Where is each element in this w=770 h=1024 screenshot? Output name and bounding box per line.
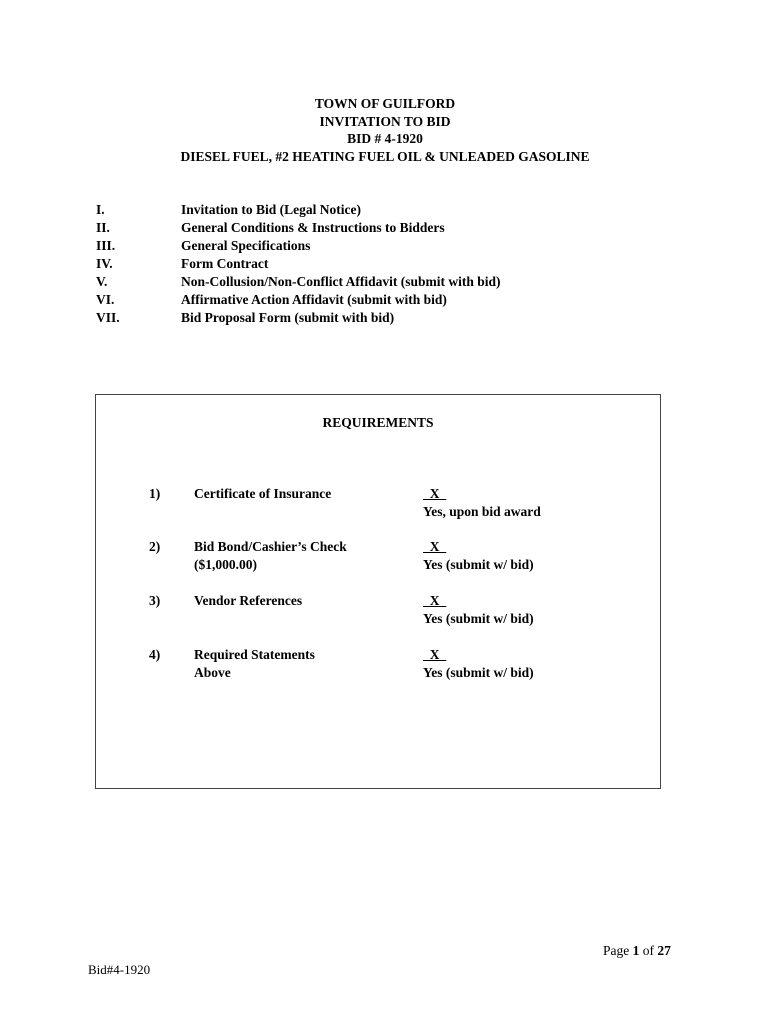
requirement-answer: Yes, upon bid award (423, 504, 541, 519)
toc-title: General Conditions & Instructions to Bidders (181, 220, 445, 235)
table-of-contents (0, 201, 770, 327)
toc-number: VII. (96, 310, 120, 325)
requirement-label (194, 646, 394, 682)
requirement-label-line: Certificate of Insurance (194, 486, 332, 501)
toc-number: V. (96, 274, 108, 289)
toc-number: I. (96, 202, 105, 217)
requirements-box (95, 394, 661, 789)
toc-number: VI. (96, 292, 115, 307)
page-current: 1 (632, 943, 640, 958)
bid-number: BID # 4-1920 (347, 131, 423, 146)
requirement-check-mark: X (423, 647, 447, 662)
requirement-check-mark: X (423, 539, 447, 554)
toc-title: Form Contract (181, 256, 269, 271)
toc-title: Affirmative Action Affidavit (submit with bid) (181, 292, 447, 307)
document-header (0, 95, 770, 165)
toc-number: III. (96, 238, 116, 253)
document-type: INVITATION TO BID (319, 113, 451, 129)
toc-title: General Specifications (181, 238, 311, 253)
requirement-label (194, 592, 394, 610)
toc-title: Bid Proposal Form (submit with bid) (181, 310, 395, 325)
requirement-check-mark: X (423, 486, 447, 501)
toc-number: IV. (96, 256, 113, 271)
toc-item (0, 291, 770, 309)
page-prefix: Page (603, 943, 633, 958)
toc-item (0, 237, 770, 255)
bid-subject: DIESEL FUEL, #2 HEATING FUEL OIL & UNLEADED GASOLINE (180, 148, 590, 164)
requirement-mark (423, 538, 534, 574)
requirement-label-line: Bid Bond/Cashier’s Check (194, 539, 347, 554)
requirement-number: 1) (149, 486, 161, 501)
toc-title: Non-Collusion/Non-Conflict Affidavit (submit with bid) (181, 274, 501, 289)
requirement-answer: Yes (submit w/ bid) (423, 611, 534, 626)
requirement-number: 2) (149, 539, 161, 554)
toc-item (0, 201, 770, 219)
requirement-label-line: Required Statements (194, 647, 315, 662)
requirement-label-line: ($1,000.00) (194, 557, 257, 572)
toc-item (0, 273, 770, 291)
requirement-label (194, 538, 394, 574)
requirement-mark (423, 646, 534, 682)
requirement-mark (423, 592, 534, 628)
town-name: TOWN OF GUILFORD (314, 96, 456, 111)
requirement-mark (423, 485, 541, 521)
page-number (603, 943, 671, 959)
toc-item (0, 255, 770, 273)
page-total: 27 (657, 943, 671, 958)
requirement-check-mark: X (423, 593, 447, 608)
toc-item (0, 219, 770, 237)
toc-title: Invitation to Bid (Legal Notice) (181, 202, 361, 217)
requirement-answer: Yes (submit w/ bid) (423, 665, 534, 680)
requirement-label (194, 485, 394, 503)
requirement-label-line: Above (194, 665, 231, 680)
page-of: of (639, 943, 658, 958)
requirement-number: 3) (149, 593, 161, 608)
requirement-number: 4) (149, 647, 161, 662)
toc-item (0, 309, 770, 327)
requirements-title: REQUIREMENTS (322, 415, 434, 430)
requirement-answer: Yes (submit w/ bid) (423, 557, 534, 572)
footer-bid-id: Bid#4-1920 (88, 962, 151, 977)
requirement-label-line: Vendor References (194, 593, 303, 608)
toc-number: II. (96, 220, 110, 235)
